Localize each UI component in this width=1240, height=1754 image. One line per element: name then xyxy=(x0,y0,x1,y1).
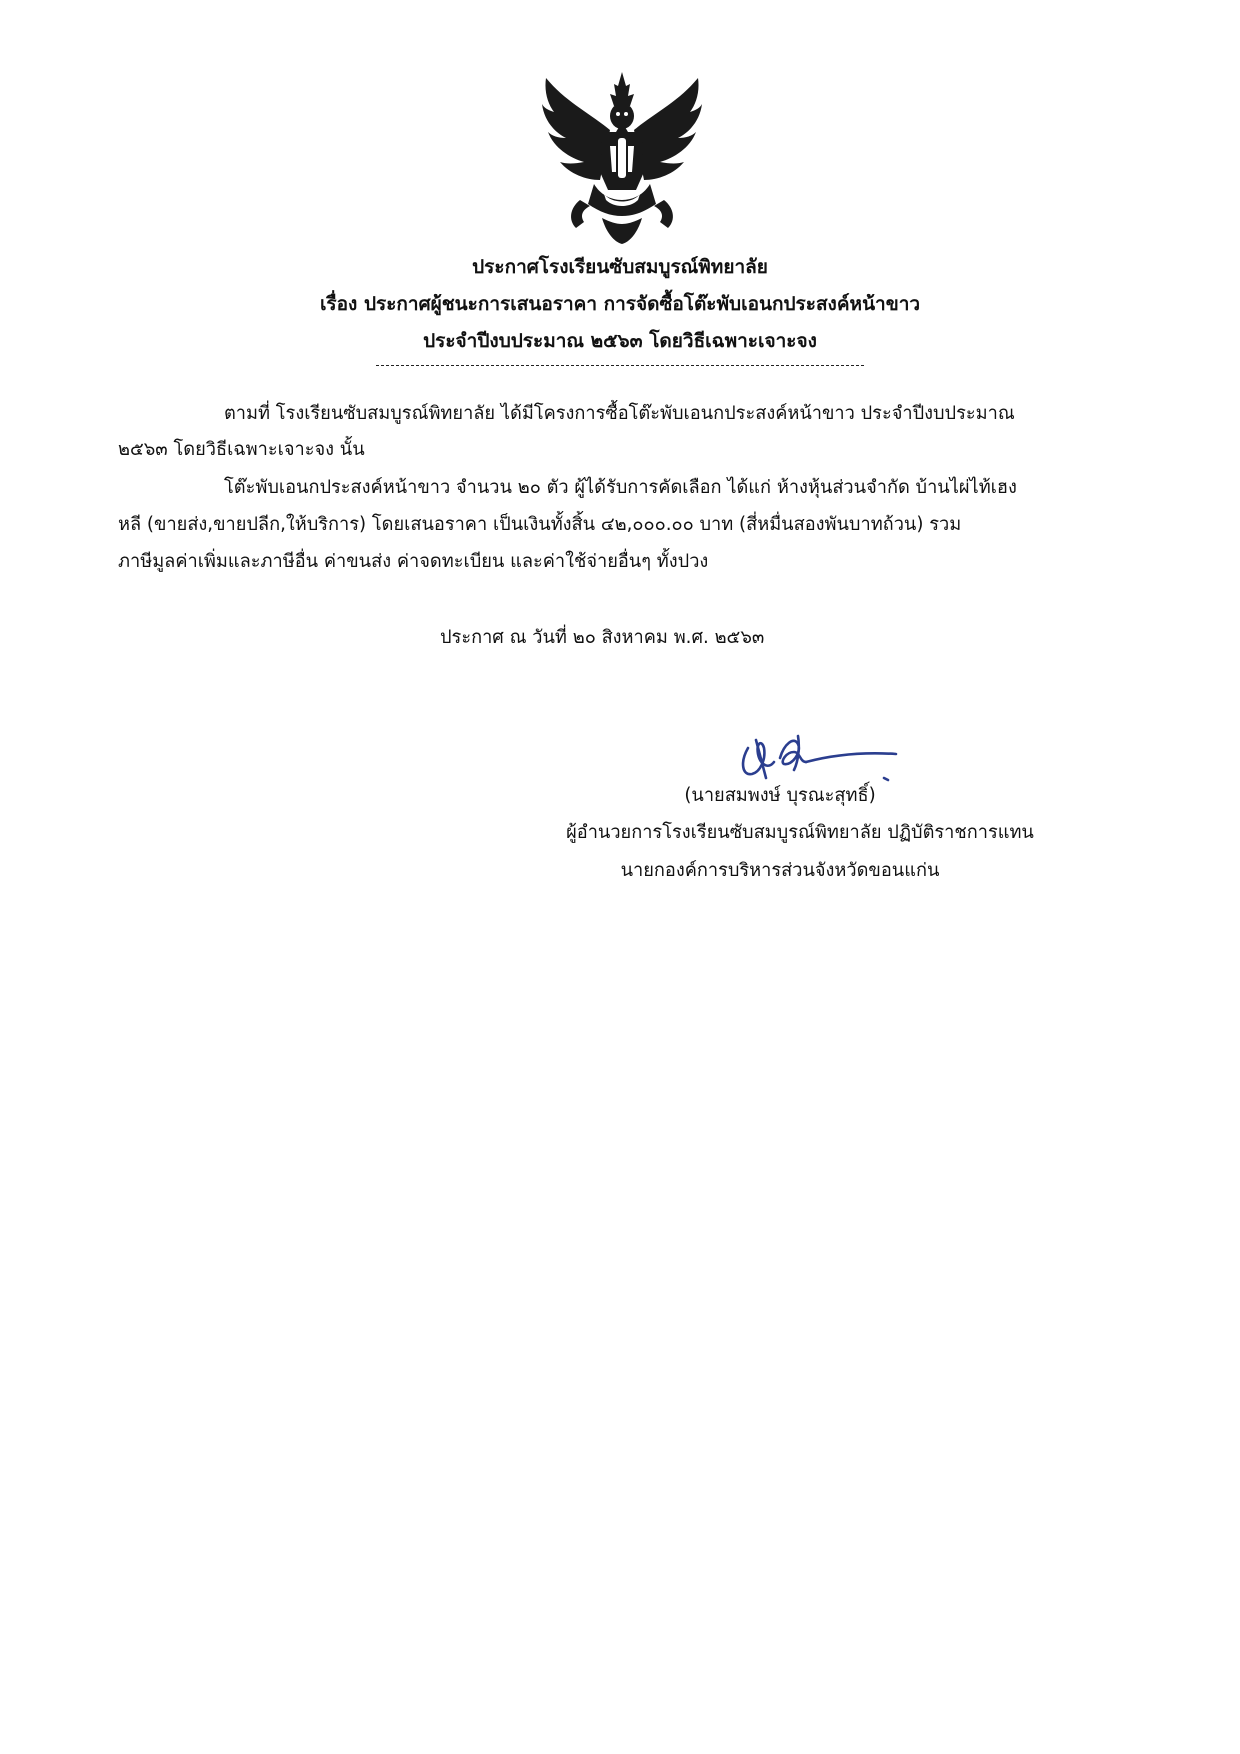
garuda-emblem-icon xyxy=(540,72,704,244)
announcement-date: ประกาศ ณ วันที่ ๒๐ สิงหาคม พ.ศ. ๒๕๖๓ xyxy=(440,627,765,648)
paragraph-2-line-2: หลี (ขายส่ง,ขายปลีก,ให้บริการ) โดยเสนอราคา เป็นเงินทั้งสิ้น ๔๒,๐๐๐.๐๐ บาท (สี่หมื่นสองพันบาทถ้วน) รวม xyxy=(118,514,962,535)
announcement-title: ประกาศโรงเรียนซับสมบูรณ์พิทยาลัย xyxy=(472,256,768,278)
signatory-position-line-1: ผู้อำนวยการโรงเรียนซับสมบูรณ์พิทยาลัย ปฏิบัติราชการแทน xyxy=(566,822,1034,843)
paragraph-1-line-1: ตามที่ โรงเรียนซับสมบูรณ์พิทยาลัย ได้มีโครงการซื้อโต๊ะพับเอนกประสงค์หน้าขาว ประจำปีงบประมาณ xyxy=(224,403,1015,424)
paragraph-2-line-3: ภาษีมูลค่าเพิ่มและภาษีอื่น ค่าขนส่ง ค่าจดทะเบียน และค่าใช้จ่ายอื่นๆ ทั้งปวง xyxy=(118,551,709,572)
announcement-fiscal-year: ประจำปีงบประมาณ ๒๕๖๓ โดยวิธีเฉพาะเจาะจง xyxy=(423,330,817,352)
signatory-position-line-2: นายกองค์การบริหารส่วนจังหวัดขอนแก่น xyxy=(620,860,940,881)
signatory-name: (นายสมพงษ์ บุรณะสุทธิ์) xyxy=(684,785,876,806)
title-divider xyxy=(376,365,864,370)
paragraph-1-line-2: ๒๕๖๓ โดยวิธีเฉพาะเจาะจง นั้น xyxy=(118,439,365,460)
paragraph-2-line-1: โต๊ะพับเอนกประสงค์หน้าขาว จำนวน ๒๐ ตัว ผู้ได้รับการคัดเลือก ได้แก่ ห้างหุ้นส่วนจำกัด บ้านไผ่ไท้เฮง xyxy=(224,477,1017,498)
announcement-subject: เรื่อง ประกาศผู้ชนะการเสนอราคา การจัดซื้อโต๊ะพับเอนกประสงค์หน้าขาว xyxy=(319,293,921,315)
signature-image xyxy=(736,718,906,788)
